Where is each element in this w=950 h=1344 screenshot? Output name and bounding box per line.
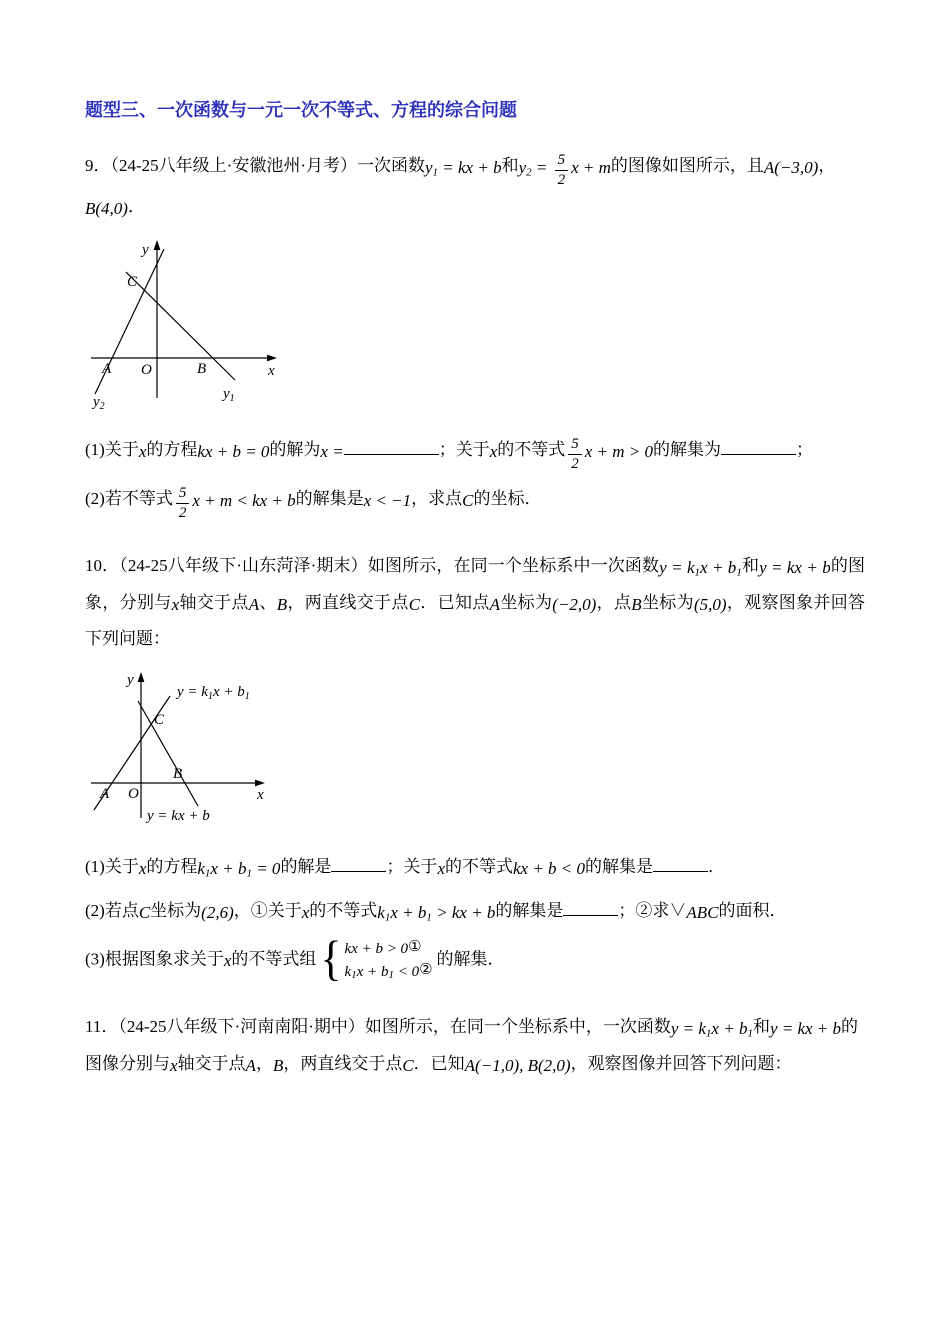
point-B-coords: B(4,0) xyxy=(85,199,128,219)
math-run: x + b xyxy=(210,858,247,878)
system-line-2 xyxy=(345,959,433,982)
math-run: y = kx + b xyxy=(769,1019,842,1039)
math-run: A(−1,0), B(2,0) xyxy=(464,1055,571,1075)
math-run: C xyxy=(138,903,151,923)
text-run: 的不等式 xyxy=(444,856,513,876)
point-B-label: B xyxy=(173,765,183,782)
text-run: (2)若不等式 xyxy=(85,489,173,509)
subscript: 1 xyxy=(351,968,357,981)
math-run: x + b xyxy=(390,903,427,923)
problem-9-figure xyxy=(85,236,865,416)
answer-blank xyxy=(331,854,386,872)
math-run: x < −1 xyxy=(363,491,412,511)
math-run: = xyxy=(531,158,552,177)
problem-9-graph xyxy=(85,236,285,411)
text-run: 10．（24-25八年级下·山东菏泽·期末）如图所示，在同一个坐标系中一次函数 xyxy=(85,556,660,576)
text-run: 的解为 xyxy=(269,439,321,459)
text-run: 的解是 xyxy=(280,856,332,876)
subscript: 1 xyxy=(426,911,432,924)
math-run: x xyxy=(170,1055,178,1075)
text-run: (2)若点 xyxy=(85,901,139,921)
line-y2-label: $y_2$ xyxy=(93,393,105,411)
math-run: (2,6) xyxy=(201,903,234,923)
problem-10-statement xyxy=(85,548,865,658)
math-run: x xyxy=(138,858,147,878)
math-run: x xyxy=(301,903,310,923)
text-run: 轴交于点 xyxy=(177,1053,246,1073)
math-run: x xyxy=(138,441,147,461)
fraction-5-2 xyxy=(568,436,582,474)
text-run: 的解集． xyxy=(436,949,505,969)
math-run: C xyxy=(402,1055,414,1075)
math-run: y = k xyxy=(659,558,695,578)
point-C-label: C xyxy=(127,273,138,290)
subscript: 1 xyxy=(694,566,701,579)
subscript: 1 xyxy=(432,166,439,179)
answer-blank xyxy=(721,437,796,455)
math-run: x + b xyxy=(356,963,389,980)
math-run: A xyxy=(245,1055,256,1075)
problem-9-question-2 xyxy=(85,481,865,522)
math-run: A xyxy=(248,594,260,614)
answer-blank xyxy=(344,437,439,455)
text-run: 轴交于点 xyxy=(179,592,249,612)
text-run: ；关于 xyxy=(386,856,438,876)
math-run: = 0 xyxy=(251,858,281,878)
text-run: 坐标为 xyxy=(150,901,202,921)
math-run: A xyxy=(489,594,501,614)
math-run: x xyxy=(223,951,232,971)
line-k xyxy=(138,701,198,806)
problem-9-question-1 xyxy=(85,432,865,473)
text-run: 的 xyxy=(841,1017,859,1037)
text-run: 的坐标． xyxy=(473,489,542,509)
system-line-1 xyxy=(345,936,433,959)
y-axis-arrow xyxy=(154,240,161,250)
text-run: 的不等式 xyxy=(497,439,566,459)
text-run: 的方程 xyxy=(146,439,198,459)
math-run: y xyxy=(518,158,527,177)
line-k-label: y = kx + b xyxy=(147,807,210,824)
text-run: ；②求 xyxy=(618,901,670,921)
system-lines xyxy=(345,936,433,981)
text-run: ，求点 xyxy=(411,489,463,509)
text-run: (3)根据图象求关于 xyxy=(85,949,224,969)
text-run: 的图象，分别与 xyxy=(85,556,866,612)
math-run: k xyxy=(377,903,385,923)
left-brace: { xyxy=(320,931,342,986)
text-run: ．已知 xyxy=(413,1053,465,1073)
y-axis-arrow xyxy=(138,672,145,682)
math-run: y = k xyxy=(670,1019,706,1039)
fraction-denominator: 2 xyxy=(557,172,566,188)
math-run: k xyxy=(344,963,352,980)
math-run: y = kx + b xyxy=(759,558,831,578)
subscript: 2 xyxy=(526,166,532,179)
text-run: ，①关于 xyxy=(233,901,302,921)
text-run: 的解集是 xyxy=(295,489,364,509)
text-run: 的解集为 xyxy=(653,439,722,459)
math-run: x + m > 0 xyxy=(584,441,654,461)
text-run: ，点 xyxy=(596,592,632,612)
math-run: B xyxy=(276,594,288,614)
origin-label: O xyxy=(128,785,139,802)
math-run: B xyxy=(272,1055,284,1075)
problem-11-statement xyxy=(85,1009,865,1082)
point-A-label: A xyxy=(100,785,110,802)
fraction-numerator: 5 xyxy=(555,152,569,171)
text-run: 9．（24-25八年级上·安徽池州·月考）一次函数 xyxy=(85,156,425,175)
fraction-denominator: 2 xyxy=(571,455,579,472)
x-axis-arrow xyxy=(267,354,277,361)
math-run: (−2,0) xyxy=(552,594,597,614)
fraction-5-2 xyxy=(555,152,569,190)
math-run: x + b xyxy=(700,558,737,578)
x-axis-arrow xyxy=(255,780,265,787)
math-run: ABC xyxy=(686,903,719,923)
math-run: x + m < kx + b xyxy=(192,491,296,511)
math-run: = kx + b xyxy=(438,158,502,177)
fraction-denominator: 2 xyxy=(178,505,187,522)
point-C-label: C xyxy=(154,711,165,728)
point-A-label: A xyxy=(102,360,112,377)
math-run: k xyxy=(197,858,205,878)
text-run: 图像分别与 xyxy=(85,1053,170,1073)
y-axis-label: y xyxy=(127,671,134,688)
text-run: 11．（24-25八年级下·河南南阳·期中）如图所示，在同一个坐标系中，一次函数 xyxy=(85,1017,671,1037)
math-run: kx + b < 0 xyxy=(512,858,586,878)
y-axis-label: y xyxy=(142,241,149,258)
math-run: x xyxy=(171,594,180,614)
math-run: C xyxy=(462,491,474,511)
problem-10-figure xyxy=(85,668,865,833)
fraction-numerator: 5 xyxy=(176,485,190,504)
text-run: ；关于 xyxy=(438,439,490,459)
x-axis-label: x xyxy=(257,786,264,803)
text-run: 的解集是 xyxy=(585,856,654,876)
text-run: ． xyxy=(708,856,726,876)
math-run: kx + b = 0 xyxy=(197,441,270,461)
math-run: x xyxy=(437,858,445,878)
text-run: 、 xyxy=(259,592,277,612)
circled-number-2: ② xyxy=(419,961,433,978)
subscript: 1 xyxy=(384,911,391,924)
problem-10-graph xyxy=(85,668,285,828)
subscript: 1 xyxy=(747,1027,753,1040)
text-run: ， xyxy=(818,156,836,175)
math-run: y xyxy=(424,158,433,177)
math-run: x = xyxy=(320,441,344,461)
math-run: C xyxy=(408,594,421,614)
answer-blank xyxy=(563,899,618,917)
text-run: ，观察图像并回答下列问题： xyxy=(570,1053,792,1073)
line-k1-label: $y = k_1x + b_1$ xyxy=(177,683,250,702)
triangle-symbol: ∨ xyxy=(669,901,687,921)
problem-10-question-2 xyxy=(85,893,865,930)
text-run: 的方程 xyxy=(146,856,198,876)
text-run: ，观察图象并回答下列问题： xyxy=(85,592,866,649)
subscript: 1 xyxy=(246,867,252,880)
subscript: 1 xyxy=(388,968,394,981)
x-axis-label: x xyxy=(268,362,275,379)
math-run: x + b xyxy=(711,1019,748,1039)
text-run: (1)关于 xyxy=(85,439,139,459)
math-run: kx + b > 0 xyxy=(344,941,409,958)
inequality-system xyxy=(320,931,433,986)
text-run: 坐标为 xyxy=(641,592,694,612)
point-A-coords: A(−3,0) xyxy=(763,158,819,177)
math-run: x xyxy=(489,441,498,461)
subscript: 1 xyxy=(736,566,742,579)
math-run: < 0 xyxy=(393,963,420,980)
text-run: 的图像如图所示，且 xyxy=(610,156,764,175)
subscript: 1 xyxy=(204,867,211,880)
problem-9-statement xyxy=(85,148,865,226)
text-run: 的解集是 xyxy=(495,901,564,921)
math-run: B xyxy=(631,594,642,614)
point-B-label: B xyxy=(197,360,207,377)
answer-blank xyxy=(653,854,708,872)
circled-number-1: ① xyxy=(408,939,422,956)
text-run: 坐标为 xyxy=(500,592,553,612)
text-run: ． xyxy=(127,197,145,217)
section-heading: 题型三、一次函数与一元一次不等式、方程的综合问题 xyxy=(85,100,517,120)
text-run: 和 xyxy=(501,156,519,175)
math-run: x + m xyxy=(571,158,611,177)
subscript: 1 xyxy=(705,1027,712,1040)
text-run: ，两直线交于点 xyxy=(283,1053,403,1073)
text-run: ， xyxy=(255,1053,273,1073)
math-run: > kx + b xyxy=(431,903,496,923)
line-y1-label: $y_1$ xyxy=(223,385,235,404)
text-run: 和 xyxy=(741,556,760,576)
math-run: (5,0) xyxy=(693,594,727,614)
text-run: ．已知点 xyxy=(420,592,490,612)
text-run: 和 xyxy=(752,1017,770,1037)
text-run: 的面积． xyxy=(718,901,787,921)
text-run: 的不等式组 xyxy=(231,949,317,969)
text-run: ，两直线交于点 xyxy=(287,592,409,612)
problem-10-question-3 xyxy=(85,931,865,986)
origin-label: O xyxy=(141,361,152,378)
text-run: 的不等式 xyxy=(309,901,378,921)
problem-10-question-1 xyxy=(85,849,865,886)
text-run: ； xyxy=(796,439,814,459)
fraction-5-2 xyxy=(176,485,190,523)
text-run: (1)关于 xyxy=(85,856,139,876)
fraction-numerator: 5 xyxy=(568,436,582,455)
